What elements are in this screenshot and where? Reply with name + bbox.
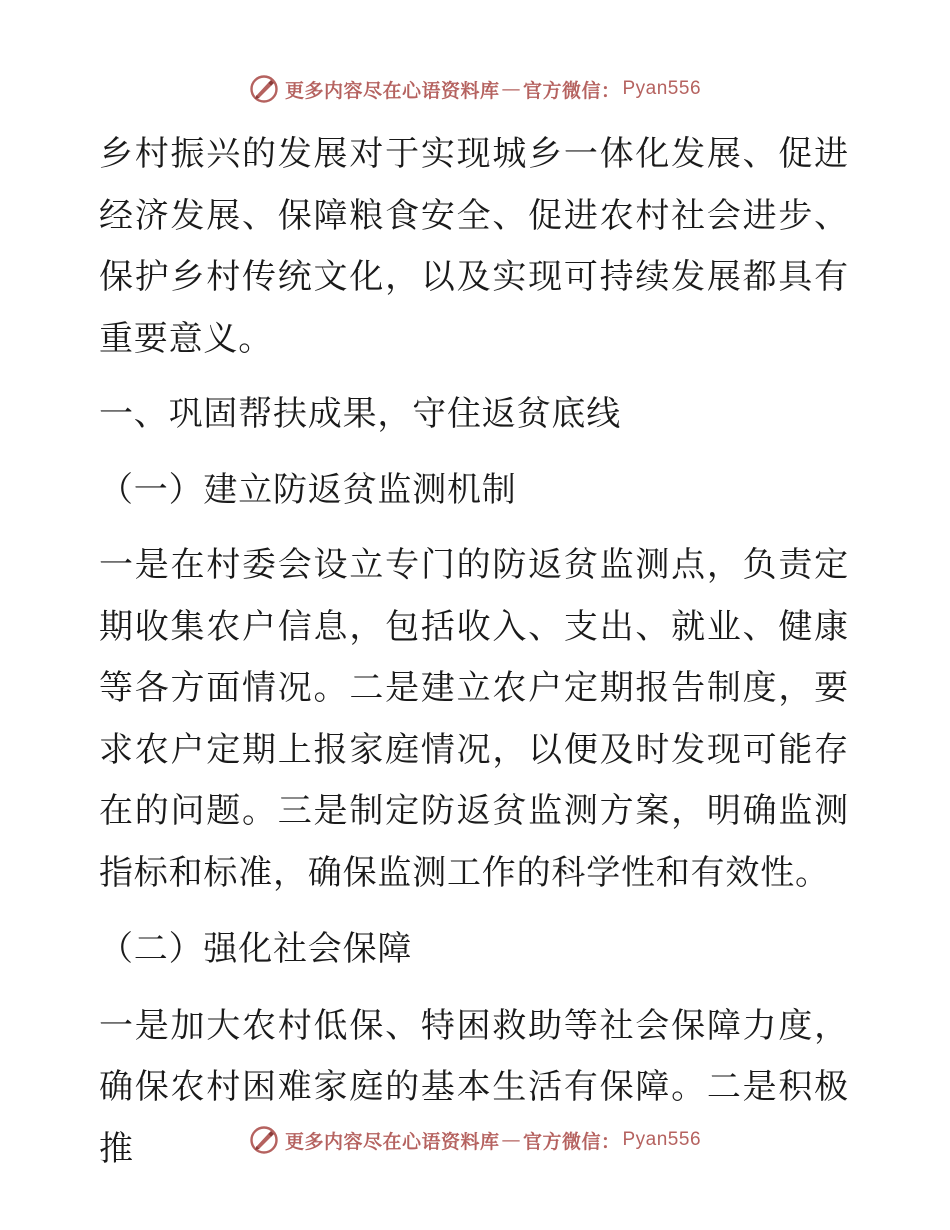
watermark-wechat-label: 官方微信：: [522, 79, 621, 102]
watermark-wechat-id: Pyan556: [622, 78, 702, 99]
subsection-2-body: 一是加大农村低保、特困救助等社会保障力度，确保农村困难家庭的基本生活有保障。二是积极推: [99, 1005, 849, 1169]
watermark-wechat-label: 官方微信：: [522, 1130, 621, 1153]
subsection-1-body: 一是在村委会设立专门的防返贫监测点，负责定期收集农户信息，包括收入、支出、就业、健康等各方面情况。二是建立农户定期报告制度，要求农户定期上报家庭情况，以便及时发现可能存在的问题。三是制定防返贫监测方案，明确监测指标和标准，确保监测工作的科学性和有效性。: [99, 545, 849, 893]
section-1-title: 一、巩固帮扶成果，守住返贫底线: [99, 394, 621, 434]
watermark-dash: —: [501, 1129, 521, 1151]
pen-circle-logo-icon: [249, 1125, 279, 1155]
pen-circle-logo-icon: [249, 74, 279, 104]
watermark-wechat-id: Pyan556: [622, 1129, 702, 1150]
footer-watermark: [0, 1123, 950, 1157]
subsection-2-title: （二）强化社会保障: [99, 929, 413, 969]
watermark-text: 更多内容尽在心语资料库: [284, 1130, 500, 1153]
watermark-dash: —: [501, 78, 521, 100]
document-body: [99, 124, 849, 1180]
intro-paragraph: 乡村振兴的发展对于实现城乡一体化发展、促进经济发展、保障粮食安全、促进农村社会进步、保护乡村传统文化，以及实现可持续发展都具有重要意义。: [99, 134, 849, 359]
watermark-text: 更多内容尽在心语资料库: [284, 79, 500, 102]
header-watermark: [0, 72, 950, 106]
subsection-1-title: （一）建立防返贫监测机制: [99, 469, 517, 510]
